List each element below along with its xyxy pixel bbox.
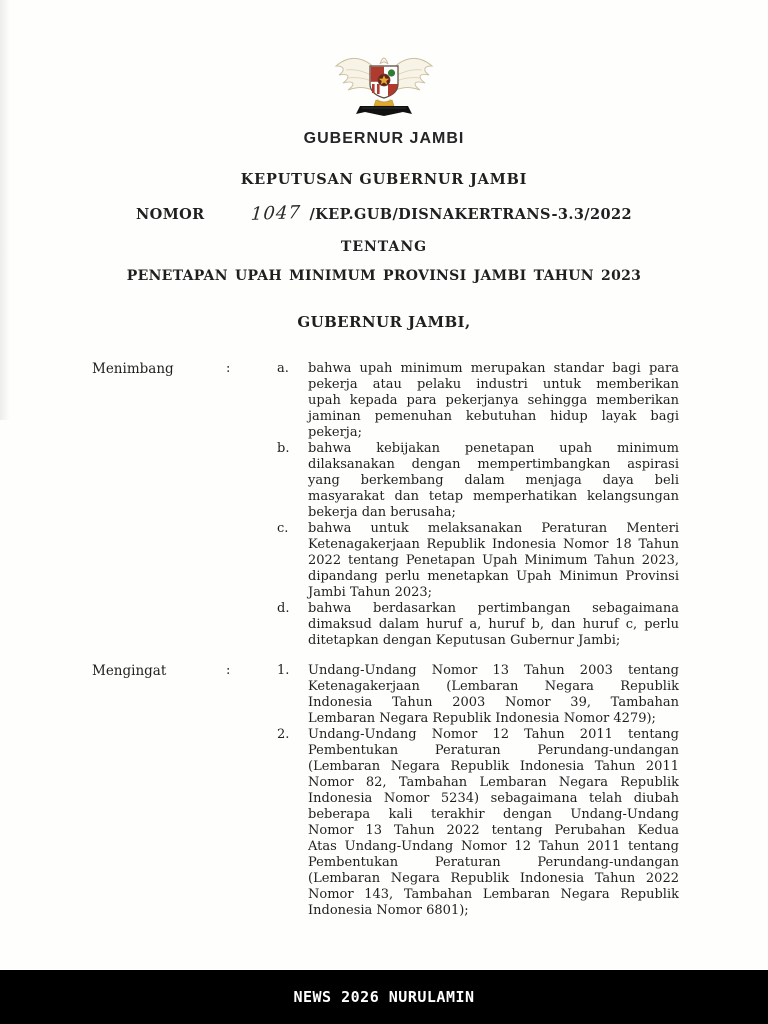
- item-marker: d.: [277, 601, 290, 616]
- item-marker: 1.: [277, 663, 290, 678]
- watermark-text: NEWS 2026 NURULAMIN: [293, 988, 475, 1006]
- decree-body: [0, 361, 768, 919]
- text-line: bahwa berdasarkan pertimbangan sebagaimana: [308, 601, 679, 616]
- item-text: [308, 361, 679, 441]
- legal-basis-item-2: [277, 727, 679, 919]
- text-line: Nomor 82, Tambahan Lembaran Negara Republik: [308, 775, 679, 790]
- text-line: Jambi Tahun 2023;: [308, 585, 433, 600]
- text-line: Ketenagakerjaan Republik Indonesia Nomor 18 Tahun: [308, 537, 679, 552]
- text-line: Pembentukan Peraturan Perundang-undangan: [308, 743, 679, 758]
- item-text: [308, 441, 679, 521]
- number-suffix: /KEP.GUB/DISNAKERTRANS-3.3/2022: [309, 206, 632, 223]
- text-line: pekerja atau pelaku industri untuk memberikan: [308, 377, 679, 392]
- text-line: jaminan pemenuhan kebutuhan hidup layak bagi: [308, 409, 679, 424]
- text-line: pekerja;: [308, 425, 362, 440]
- text-line: Nomor 143, Tambahan Lembaran Negara Republik: [308, 887, 679, 902]
- item-marker: c.: [277, 521, 289, 536]
- section-items: [277, 663, 679, 919]
- handwritten-number: 1047: [249, 202, 302, 225]
- text-line: dilaksanakan dengan mempertimbangkan aspirasi: [308, 457, 679, 472]
- garuda-pancasila-emblem: [332, 44, 436, 122]
- text-line: yang berkembang dalam menjaga daya beli: [308, 473, 679, 488]
- text-line: (Lembaran Negara Republik Indonesia Tahun 2011: [308, 759, 679, 774]
- text-line: 2022 tentang Penetapan Upah Minimum Tahun 2023,: [308, 553, 679, 568]
- agency-title: GUBERNUR JAMBI: [303, 130, 465, 147]
- section-colon: :: [226, 361, 231, 376]
- section-label: Menimbang: [92, 361, 174, 377]
- item-marker: 2.: [277, 727, 290, 742]
- text-line: (Lembaran Negara Republik Indonesia Tahun 2022: [308, 871, 679, 886]
- text-line: ditetapkan dengan Keputusan Gubernur Jambi;: [308, 633, 621, 648]
- number-label: NOMOR: [136, 206, 205, 223]
- item-marker: b.: [277, 441, 290, 456]
- text-line: masyarakat dan tetap memperhatikan kelangsungan: [308, 489, 679, 504]
- decree-subject: PENETAPAN UPAH MINIMUM PROVINSI JAMBI TAHUN 2023: [126, 268, 642, 284]
- section-colon: :: [226, 663, 231, 678]
- consideration-item-d: [277, 601, 679, 649]
- text-line: dimaksud dalam huruf a, huruf b, dan huruf c, perlu: [308, 617, 679, 632]
- text-line: dipandang perlu menetapkan Upah Minimun Provinsi: [308, 569, 679, 584]
- consideration-item-b: [277, 441, 679, 521]
- text-line: bekerja dan berusaha;: [308, 505, 456, 520]
- text-line: Indonesia Nomor 6801);: [308, 903, 469, 918]
- text-line: Indonesia Nomor 5234) sebagaimana telah diubah: [308, 791, 679, 806]
- text-line: upah kepada para pekerjanya sehingga memberikan: [308, 393, 679, 408]
- section-menimbang: [92, 361, 768, 649]
- item-text: [308, 727, 679, 919]
- section-items: [277, 361, 679, 649]
- text-line: Atas Undang-Undang Nomor 12 Tahun 2011 tentang: [308, 839, 679, 854]
- item-text: [308, 601, 679, 649]
- text-line: bahwa untuk melaksanakan Peraturan Menteri: [308, 521, 679, 536]
- text-line: Lembaran Negara Republik Indonesia Nomor 4279);: [308, 711, 656, 726]
- text-line: Ketenagakerjaan (Lembaran Negara Republik: [308, 679, 679, 694]
- salutation: GUBERNUR JAMBI,: [297, 313, 471, 331]
- consideration-item-a: [277, 361, 679, 441]
- item-text: [308, 521, 679, 601]
- item-text: [308, 663, 679, 727]
- consideration-item-c: [277, 521, 679, 601]
- tentang-label: TENTANG: [340, 239, 428, 255]
- text-line: Nomor 13 Tahun 2022 tentang Perubahan Kedua: [308, 823, 679, 838]
- watermark-bar: [0, 970, 768, 1024]
- text-line: bahwa upah minimum merupakan standar bagi para: [308, 361, 679, 376]
- section-mengingat: [92, 663, 768, 919]
- text-line: Pembentukan Peraturan Perundang-undangan: [308, 855, 679, 870]
- item-marker: a.: [277, 361, 289, 376]
- text-line: Undang-Undang Nomor 13 Tahun 2003 tentang: [308, 663, 679, 678]
- legal-basis-item-1: [277, 663, 679, 727]
- text-line: bahwa kebijakan penetapan upah minimum: [308, 441, 679, 456]
- text-line: beberapa kali terakhir dengan Undang-Undang: [308, 807, 679, 822]
- document-number-line: [0, 203, 768, 224]
- text-line: Undang-Undang Nomor 12 Tahun 2011 tentang: [308, 727, 679, 742]
- section-label: Mengingat: [92, 663, 167, 679]
- document-title: KEPUTUSAN GUBERNUR JAMBI: [240, 171, 528, 188]
- text-line: Indonesia Tahun 2003 Nomor 39, Tambahan: [308, 695, 679, 710]
